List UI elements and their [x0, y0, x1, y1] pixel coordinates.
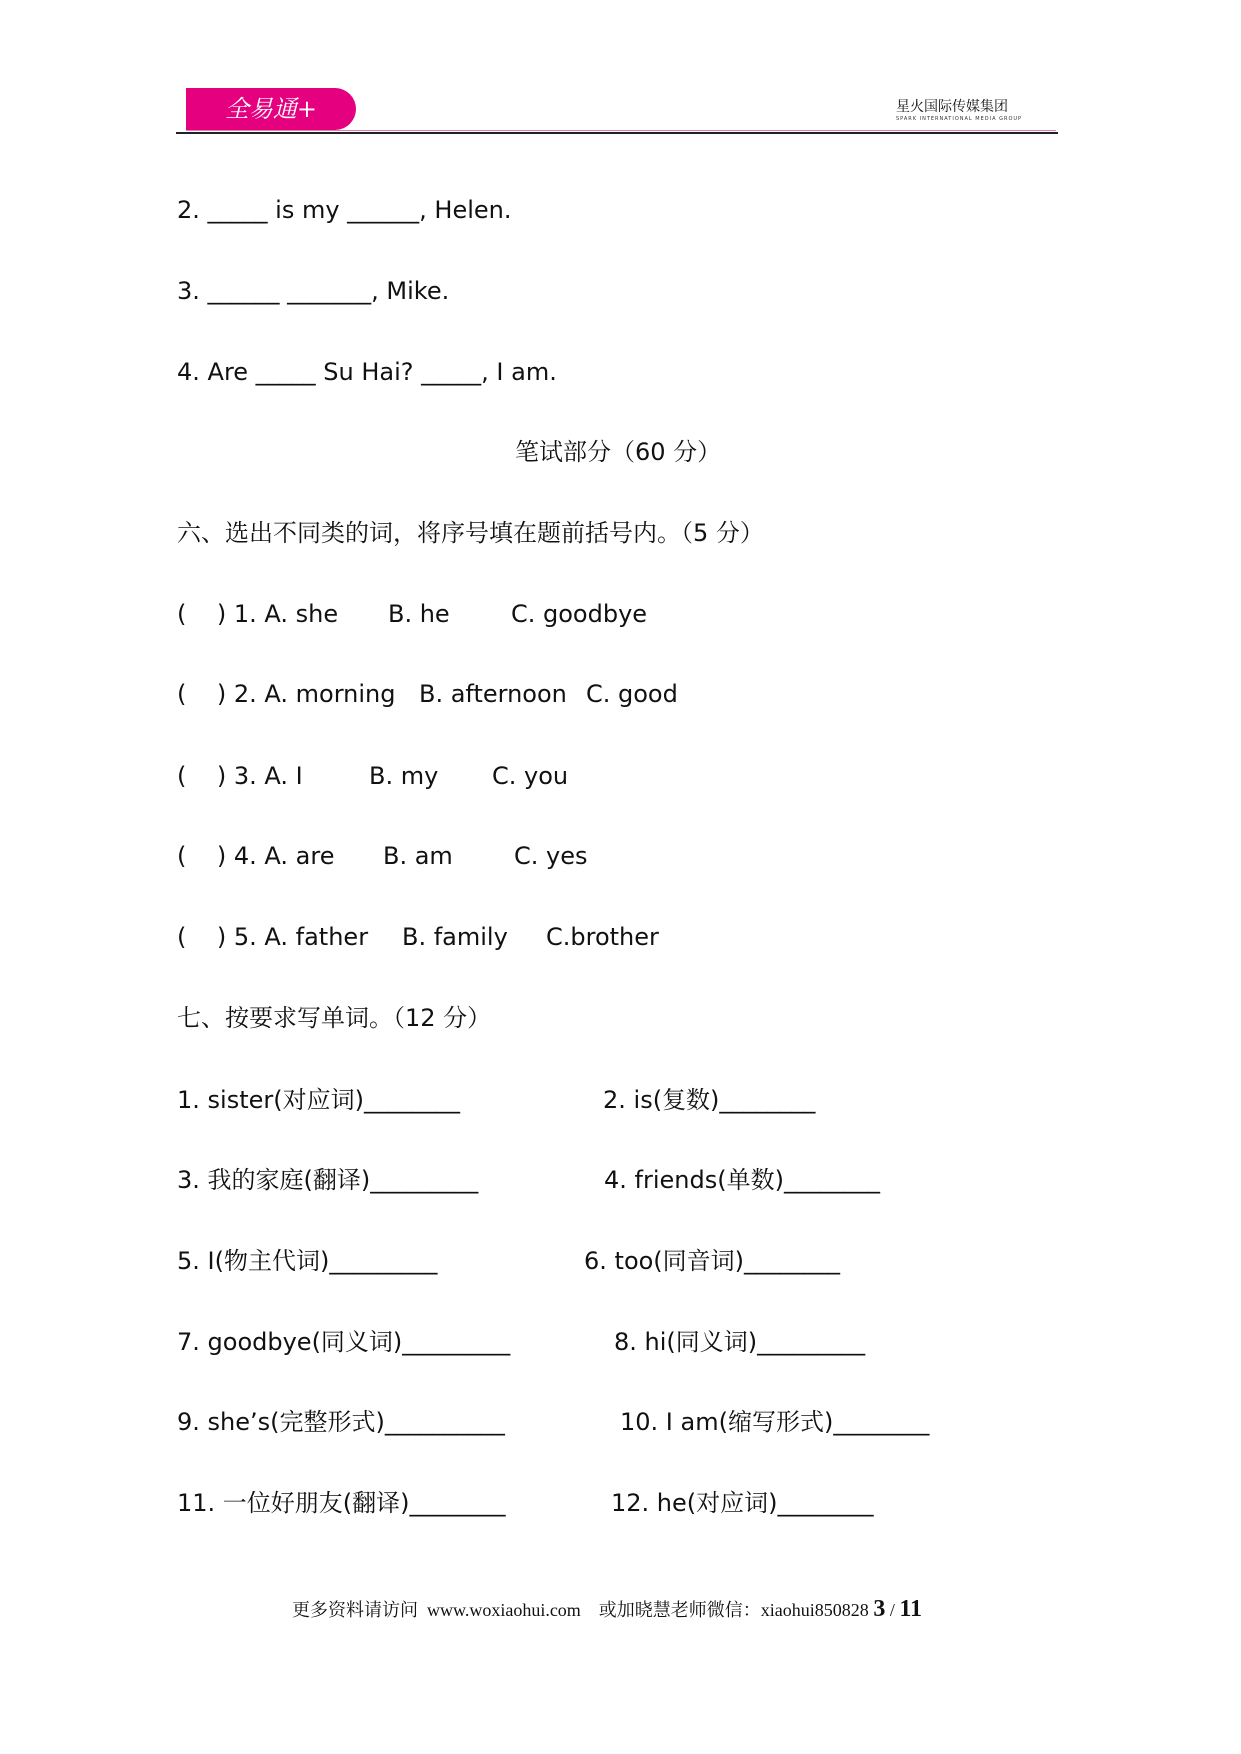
footer-text: 更多资料请访问 www.woxiaohui.com 或加晓慧老师微信：xiaohui850828	[292, 1600, 874, 1620]
word-task: 11. 一位好朋友(翻译)________	[177, 1489, 506, 1517]
logo: 全易通+	[186, 88, 356, 130]
choice-c: C. yes	[514, 842, 588, 870]
word-task: 6. too(同音词)________	[584, 1247, 841, 1275]
question-line: 2. _____ is my ______, Helen.	[177, 196, 512, 224]
part6-title: 六、选出不同类的词，将序号填在题前括号内。（5 分）	[177, 519, 764, 547]
header-divider	[176, 132, 1058, 134]
page-sep: /	[885, 1600, 900, 1620]
section-title: 笔试部分（60 分）	[515, 438, 722, 466]
part7-title: 七、按要求写单词。（12 分）	[177, 1004, 492, 1032]
question-line: 4. Are _____ Su Hai? _____, I am.	[177, 358, 557, 386]
word-task: 3. 我的家庭(翻译)_________	[177, 1166, 479, 1194]
word-task: 2. is(复数)________	[603, 1086, 816, 1114]
word-task: 4. friends(单数)________	[604, 1166, 880, 1194]
brand-sub: SPARK INTERNATIONAL MEDIA GROUP	[896, 116, 1023, 122]
word-task: 1. sister(对应词)________	[177, 1086, 460, 1114]
choice-q: ( ) 4. A. are	[177, 842, 335, 870]
footer	[292, 1596, 922, 1623]
page-number: 3	[873, 1596, 886, 1622]
choice-q: ( ) 3. A. I	[177, 762, 303, 790]
word-task: 5. I(物主代词)_________	[177, 1247, 438, 1275]
choice-c: C. you	[492, 762, 569, 790]
question-line: 3. ______ _______, Mike.	[177, 277, 450, 305]
word-task: 9. she’s(完整形式)__________	[177, 1408, 505, 1436]
brand-logo	[896, 96, 1022, 122]
choice-c: C.brother	[546, 923, 659, 951]
choice-b: B. he	[388, 600, 450, 628]
word-task: 12. he(对应词)________	[611, 1489, 874, 1517]
choice-c: C. good	[586, 680, 678, 708]
header-divider-pink	[186, 130, 1056, 131]
choice-b: B. my	[369, 762, 439, 790]
choice-q: ( ) 1. A. she	[177, 600, 339, 628]
choice-b: B. afternoon	[419, 680, 567, 708]
choice-b: B. am	[383, 842, 453, 870]
word-task: 7. goodbye(同义词)_________	[177, 1328, 511, 1356]
brand-name: 星火国际传媒集团	[896, 99, 1008, 115]
word-task: 10. I am(缩写形式)________	[620, 1408, 930, 1436]
choice-q: ( ) 2. A. morning	[177, 680, 396, 708]
page-total: 11	[899, 1596, 923, 1622]
choice-c: C. goodbye	[511, 600, 648, 628]
word-task: 8. hi(同义词)_________	[614, 1328, 866, 1356]
choice-b: B. family	[402, 923, 508, 951]
choice-q: ( ) 5. A. father	[177, 923, 369, 951]
